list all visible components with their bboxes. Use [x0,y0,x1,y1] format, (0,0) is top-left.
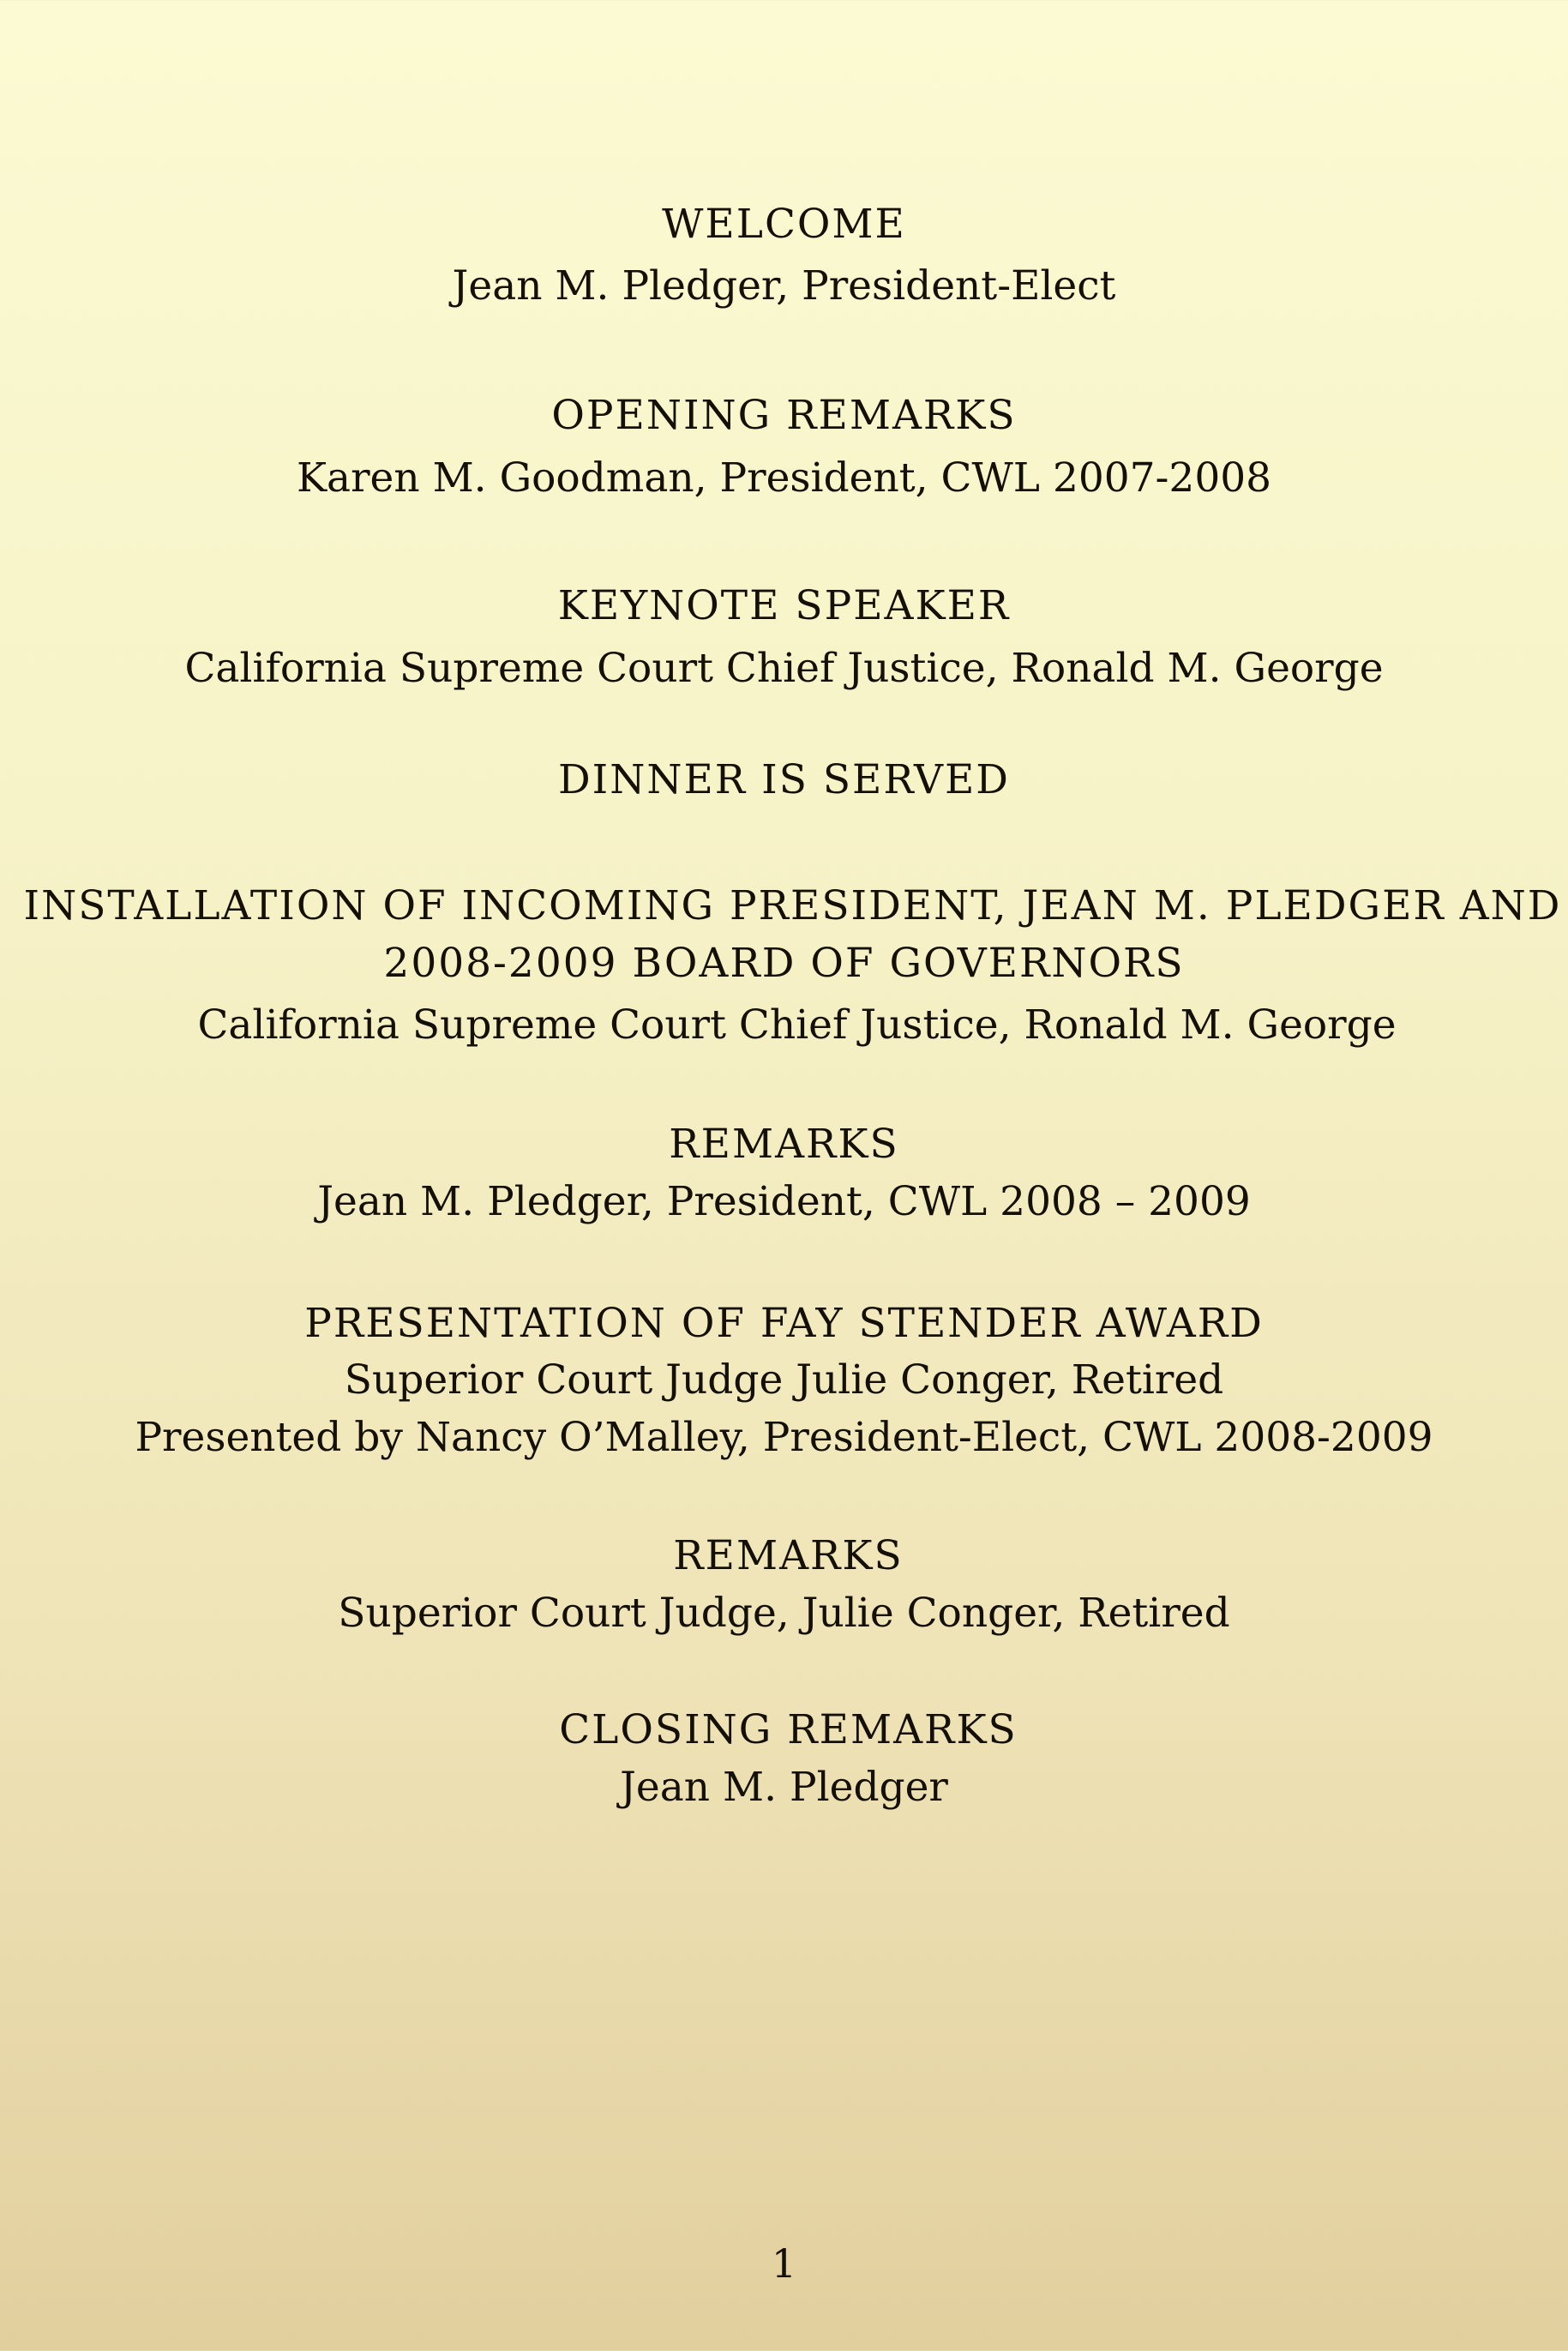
installation-heading: INSTALLATION OF INCOMING PRESIDENT, JEAN M. PLEDGER AND [23,882,1562,929]
page-number: 1 [771,2240,797,2287]
remarks-speaker: Jean M. Pledger, President, CWL 2008 – 2009 [317,1178,1251,1225]
dinner-heading: DINNER IS SERVED [558,756,1010,803]
opening-remarks-speaker: Karen M. Goodman, President, CWL 2007-2008 [296,454,1272,502]
recipient-remarks-speaker: Superior Court Judge, Julie Conger, Retired [338,1590,1230,1637]
remarks-heading: REMARKS [669,1121,899,1168]
installation-officiant: California Supreme Court Chief Justice, Ronald M. George [197,1001,1397,1049]
award-heading: PRESENTATION OF FAY STENDER AWARD [304,1300,1264,1347]
award-presenter: Presented by Nancy O’Malley, President-Elect, CWL 2008-2009 [135,1414,1433,1461]
closing-remarks-speaker: Jean M. Pledger [620,1764,948,1811]
welcome-speaker: Jean M. Pledger, President-Elect [452,262,1116,310]
keynote-heading: KEYNOTE SPEAKER [557,582,1011,629]
award-recipient: Superior Court Judge Julie Conger, Retired [344,1356,1224,1404]
recipient-remarks-heading: REMARKS [673,1532,904,1579]
opening-remarks-heading: OPENING REMARKS [551,392,1017,439]
installation-heading-continued: 2008-2009 BOARD OF GOVERNORS [383,940,1185,987]
welcome-heading: WELCOME [662,201,906,248]
closing-remarks-heading: CLOSING REMARKS [559,1706,1018,1753]
keynote-speaker: California Supreme Court Chief Justice, Ronald M. George [184,645,1384,692]
